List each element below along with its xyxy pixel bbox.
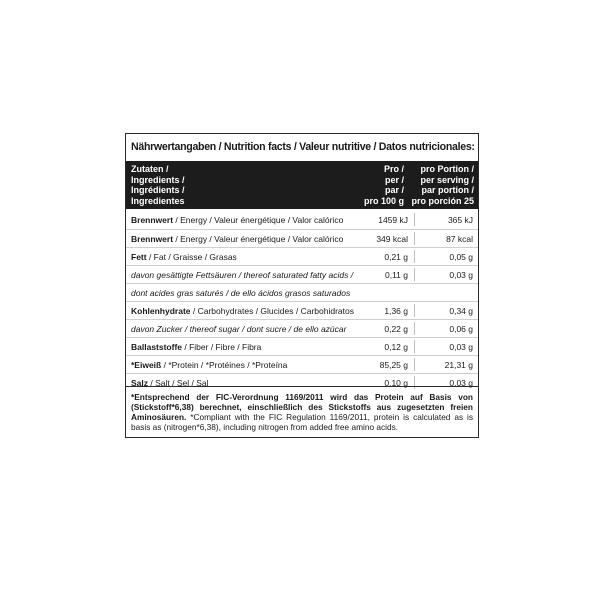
header-per-serving-line: per serving /	[420, 174, 474, 185]
table-row	[126, 229, 478, 247]
nutrient-name: *Eiweiß	[131, 360, 162, 370]
value-per-serving: 0,03 g	[449, 342, 473, 352]
header-ingredients	[131, 164, 185, 206]
header-per-serving-line: pro Portion /	[420, 164, 474, 174]
header-per-serving-line: pro porción 25 g	[411, 195, 474, 216]
nutrient-translations: davon gesättigte Fettsäuren / thereof saturated fatty acids /	[131, 270, 354, 280]
protein-footnote	[126, 386, 478, 432]
nutrient-translations: / Energy / Valeur énergétique / Valor calórico	[173, 234, 344, 244]
nutrient-name: Salz	[131, 378, 149, 388]
nutrient-translations: / Salt / Sel / Sal	[148, 378, 209, 388]
nutrient-label	[131, 338, 261, 356]
nutrition-title: Nährwertangaben / Nutrition facts / Valeur nutritive / Datos nutricionales:	[131, 141, 475, 153]
value-per-100g: 0,12 g	[384, 342, 408, 352]
nutrient-translations: / Carbohydrates / Glucides / Carbohidratos	[190, 306, 354, 316]
header-ingredients-line: Ingredientes	[131, 195, 185, 206]
nutrient-label	[131, 302, 354, 320]
table-row	[126, 301, 478, 319]
value-per-serving: 0,34 g	[449, 306, 473, 316]
table-header	[126, 161, 478, 216]
value-per-serving: 0,06 g	[449, 324, 473, 334]
value-per-100g: 0,10 g	[384, 378, 408, 388]
header-per-100g	[354, 164, 404, 206]
header-per-serving-line: par portion /	[421, 185, 474, 195]
nutrient-translations: / Fiber / Fibre / Fibra	[182, 342, 262, 352]
table-row	[126, 337, 478, 355]
table-row	[126, 283, 478, 301]
header-per-100g-line: Pro /	[383, 164, 404, 174]
header-ingredients-line: Ingredients /	[131, 174, 185, 185]
nutrient-translations: / *Protein / *Protéines / *Proteína	[161, 360, 288, 370]
header-per-100g-line: per /	[384, 174, 404, 185]
nutrient-name: Kohlenhydrate	[131, 306, 191, 316]
nutrient-label	[131, 320, 346, 338]
table-row	[126, 265, 478, 283]
value-per-100g: 0,22 g	[384, 324, 408, 334]
value-per-100g: 349 kcal	[376, 234, 408, 244]
nutrient-name: Brennwert	[131, 234, 174, 244]
nutrient-name: Brennwert	[131, 215, 174, 225]
nutrient-translations: davon Zucker / thereof sugar / dont sucre / de ello azúcar	[131, 324, 347, 334]
table-row	[126, 211, 478, 229]
header-per-100g-line: par /	[384, 185, 404, 195]
nutrient-label	[131, 266, 353, 284]
header-ingredients-line: Ingrédients /	[131, 185, 185, 195]
nutrient-name: Fett	[131, 252, 147, 262]
value-per-100g: 0,21 g	[384, 252, 408, 262]
header-ingredients-line: Zutaten /	[131, 164, 169, 174]
nutrition-facts-panel	[125, 133, 479, 438]
nutrient-label	[131, 211, 343, 229]
value-per-serving: 0,05 g	[449, 252, 473, 262]
value-per-100g: 85,25 g	[379, 360, 408, 370]
value-per-serving: 0,03 g	[449, 270, 473, 280]
table-row	[126, 355, 478, 373]
nutrient-label	[131, 356, 287, 374]
nutrient-label	[131, 284, 350, 302]
table-row	[126, 247, 478, 265]
table-row	[126, 319, 478, 337]
value-per-serving: 21,31 g	[444, 360, 473, 370]
value-per-serving: 0,03 g	[449, 378, 473, 388]
nutrient-label	[131, 230, 343, 248]
value-per-serving: 365 kJ	[447, 215, 473, 225]
value-per-100g: 1459 kJ	[378, 215, 408, 225]
value-per-100g: 1,36 g	[384, 306, 408, 316]
nutrient-translations: dont acides gras saturés / de ello ácidos grasos saturados	[131, 288, 351, 298]
footnote-german: *Entsprechend der FIC-Verordnung 1169/2011 wird das Protein auf Basis von (Stickstoff*6,38) berechnet, einschließlich des Stickstoffs aus zugesetzten freien Aminosäuren.	[131, 392, 473, 422]
value-per-serving: 87 kcal	[446, 234, 473, 244]
nutrient-translations: / Fat / Graisse / Grasas	[146, 252, 237, 262]
nutrient-label	[131, 248, 237, 266]
header-per-serving	[406, 164, 474, 217]
nutrient-name: Ballaststoffe	[131, 342, 183, 352]
header-per-100g-line: pro 100 g	[363, 195, 404, 206]
value-per-100g: 0,11 g	[384, 270, 408, 280]
nutrient-translations: / Energy / Valeur énergétique / Valor calórico	[173, 215, 344, 225]
footnote-english: *Compliant with the FIC Regulation 1169/2011, protein is calculated as is basis as (nitrogen*6,38), including nitrogen from added free amino acids.	[131, 412, 473, 432]
